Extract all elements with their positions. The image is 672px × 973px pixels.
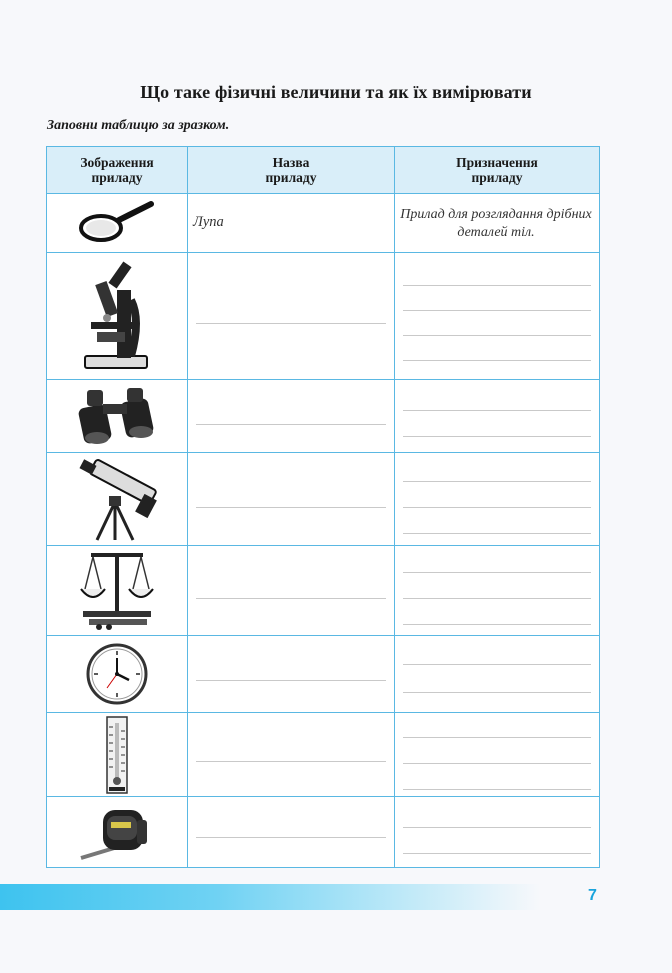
image-cell [47, 253, 188, 380]
answer-line[interactable] [403, 664, 591, 665]
table-row [47, 797, 600, 868]
answer-line[interactable] [403, 789, 591, 790]
name-cell [188, 253, 395, 380]
name-cell [188, 797, 395, 868]
microscope-icon [77, 260, 157, 372]
answer-line[interactable] [403, 335, 591, 336]
answer-line[interactable] [196, 761, 386, 762]
answer-line[interactable] [403, 853, 591, 854]
table-header-row [47, 147, 600, 194]
answer-line[interactable] [403, 533, 591, 534]
purpose-cell [395, 797, 600, 868]
answer-line[interactable] [403, 692, 591, 693]
image-cell [47, 797, 188, 868]
table-row [47, 253, 600, 380]
page-number: 7 [588, 887, 597, 904]
table-row [47, 453, 600, 546]
sample-name: Лупа [193, 214, 224, 230]
clock-icon [85, 642, 149, 706]
answer-line[interactable] [403, 360, 591, 361]
header-image: Зображення приладу [47, 147, 188, 194]
telescope-icon [75, 456, 159, 542]
balance-scale-icon [75, 549, 159, 633]
answer-line[interactable] [403, 436, 591, 437]
purpose-cell [395, 713, 600, 797]
answer-line[interactable] [196, 598, 386, 599]
table-row [47, 546, 600, 636]
answer-line[interactable] [403, 827, 591, 828]
answer-line[interactable] [196, 680, 386, 681]
table-row [47, 636, 600, 713]
footer-band [0, 884, 540, 910]
purpose-cell [395, 380, 600, 453]
table-row [47, 194, 600, 253]
magnifier-icon [77, 198, 157, 248]
purpose-cell [395, 636, 600, 713]
image-cell [47, 713, 188, 797]
table-row [47, 380, 600, 453]
answer-line[interactable] [403, 410, 591, 411]
sample-purpose: Прилад для розглядання дрібних деталей тіл. [400, 207, 592, 240]
answer-line[interactable] [403, 624, 591, 625]
name-cell [188, 194, 395, 253]
image-cell [47, 453, 188, 546]
answer-line[interactable] [403, 737, 591, 738]
name-cell [188, 546, 395, 636]
image-cell [47, 194, 188, 253]
header-purpose: Призначення приладу [395, 147, 600, 194]
answer-line[interactable] [403, 310, 591, 311]
thermometer-icon [97, 715, 137, 795]
name-cell [188, 713, 395, 797]
tape-measure-icon [77, 802, 157, 862]
purpose-cell [395, 546, 600, 636]
image-cell [47, 380, 188, 453]
answer-line[interactable] [403, 572, 591, 573]
purpose-cell [395, 453, 600, 546]
binoculars-icon [75, 386, 159, 446]
instruction-text: Заповни таблицю за зразком. [47, 118, 230, 133]
image-cell [47, 636, 188, 713]
answer-line[interactable] [403, 598, 591, 599]
answer-line[interactable] [403, 285, 591, 286]
devices-table [46, 146, 600, 868]
image-cell [47, 546, 188, 636]
answer-line[interactable] [196, 424, 386, 425]
page-title: Що таке фізичні величини та як їх вимірювати [140, 82, 532, 102]
answer-line[interactable] [403, 507, 591, 508]
name-cell [188, 380, 395, 453]
answer-line[interactable] [196, 507, 386, 508]
answer-line[interactable] [196, 837, 386, 838]
answer-line[interactable] [403, 763, 591, 764]
name-cell [188, 453, 395, 546]
purpose-cell [395, 253, 600, 380]
name-cell [188, 636, 395, 713]
table-row [47, 713, 600, 797]
purpose-cell [395, 194, 600, 253]
header-name: Назва приладу [188, 147, 395, 194]
answer-line[interactable] [403, 481, 591, 482]
answer-line[interactable] [196, 323, 386, 324]
